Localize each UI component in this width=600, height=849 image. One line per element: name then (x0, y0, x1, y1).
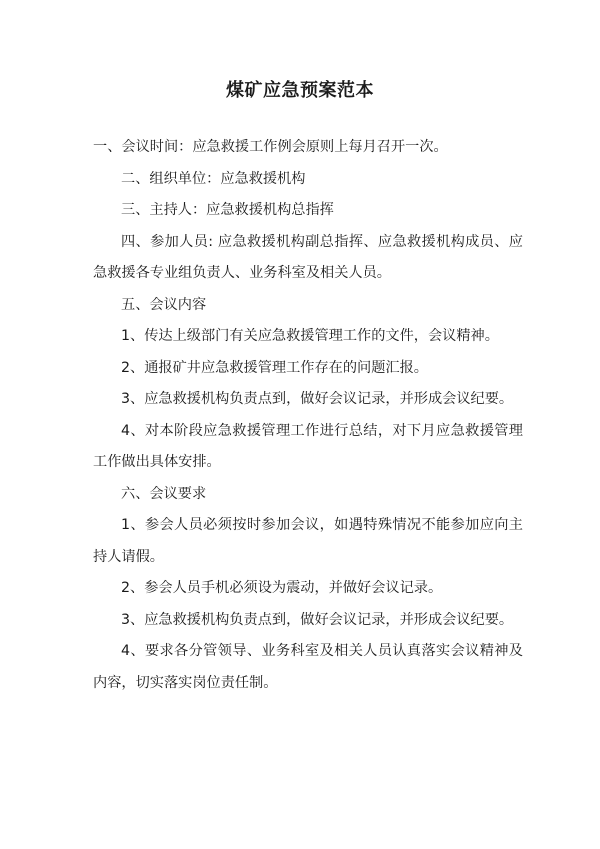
section-heading-meeting-requirements: 六、会议要求 (121, 485, 207, 502)
list-item: 1、参会人员必须按时参加会议，如遇特殊情况不能参加应向主持人请假。 (93, 517, 523, 565)
list-item: 4、对本阶段应急救援管理工作进行总结，对下月应急救援管理工作做出具体安排。 (93, 422, 523, 470)
paragraph-meeting-time: 一、会议时间：应急救援工作例会原则上每月召开一次。 (93, 139, 448, 155)
document-body (93, 132, 523, 699)
paragraph-participants: 四、参加人员: 应急救援机构副总指挥、应急救援机构成员、应急救援各专业组负责人、业务科室及相关人员。 (93, 233, 523, 281)
section-heading-meeting-content: 五、会议内容 (121, 296, 207, 313)
list-item: 3、应急救援机构负责点到，做好会议记录，并形成会议纪要。 (121, 391, 514, 407)
list-item: 2、通报矿井应急救援管理工作存在的问题汇报。 (121, 359, 428, 376)
list-item: 4、要求各分管领导、业务科室及相关人员认真落实会议精神及内容，切实落实岗位责任制。 (93, 643, 523, 691)
list-item: 3、应急救援机构负责点到，做好会议记录，并形成会议纪要。 (121, 611, 514, 628)
list-item: 2、参会人员手机必须设为震动，并做好会议记录。 (121, 580, 443, 596)
list-item: 1、传达上级部门有关应急救援管理工作的文件，会议精神。 (121, 328, 499, 344)
paragraph-host: 三、主持人：应急救援机构总指挥 (121, 202, 334, 218)
document-title: 煤矿应急预案范本 (226, 80, 374, 101)
paragraph-organizer: 二、组织单位：应急救援机构 (121, 170, 306, 187)
